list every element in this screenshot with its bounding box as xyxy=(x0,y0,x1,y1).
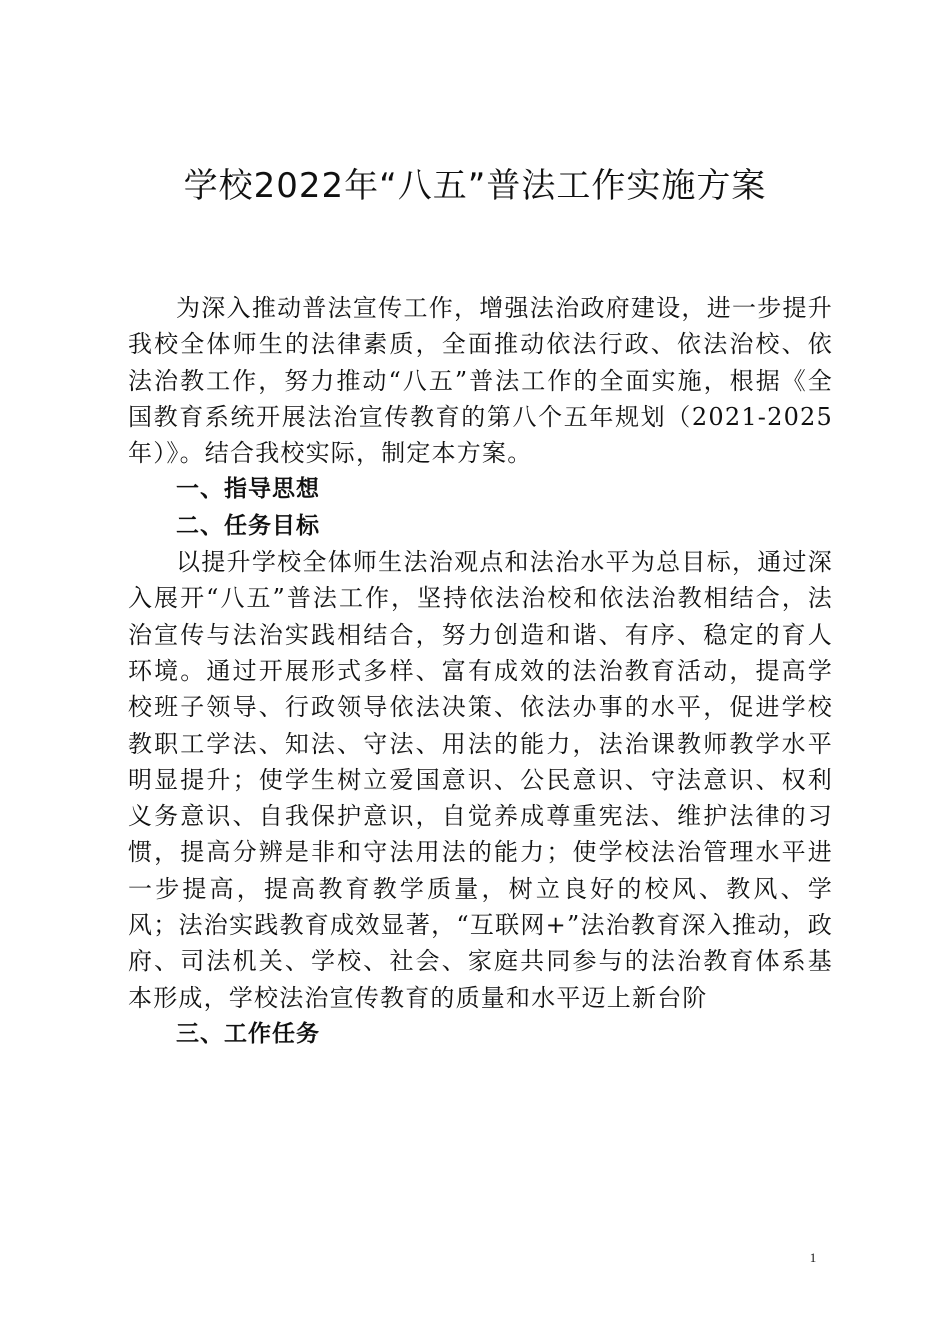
document-title: 学校2022年“八五”普法工作实施方案 xyxy=(183,166,767,206)
page-number: 1 xyxy=(809,1250,817,1265)
section-heading-guiding-ideology: 一、指导思想 xyxy=(176,476,320,503)
section-heading-task-goals: 二、任务目标 xyxy=(176,512,320,539)
document-body xyxy=(128,290,833,1052)
task-goals-paragraph: 以提升学校全体师生法治观点和法治水平为总目标，通过深入展开“八五”普法工作，坚持依法治校和依法治教相结合，法治宣传与法治实践相结合，努力创造和谐、有序、稳定的育人环境。通过开展形式多样、富有成效的法治教育活动，提高学校班子领导、行政领导依法决策、依法办事的水平，促进学校教职工学法、知法、守法、用法的能力，法治课教师教学水平明显提升；使学生树立爱国意识、公民意识、守法意识、权利义务意识、自我保护意识，自觉养成尊重宪法、维护法律的习惯，提高分辨是非和守法用法的能力；使学校法治管理水平进一步提高，提高教育教学质量，树立良好的校风、教风、学风；法治实践教育成效显著，“互联网+”法治教育深入推动，政府、司法机关、学校、社会、家庭共同参与的法治教育体系基本形成，学校法治宣传教育的质量和水平迈上新台阶 xyxy=(128,548,833,1012)
intro-paragraph: 为深入推动普法宣传工作，增强法治政府建设，进一步提升我校全体师生的法律素质，全面推动依法行政、依法治校、依法治教工作，努力推动“八五”普法工作的全面实施，根据《全国教育系统开展法治宣传教育的第八个五年规划（2021-2025年）》。结合我校实际，制定本方案。 xyxy=(128,294,833,468)
section-heading-work-tasks: 三、工作任务 xyxy=(176,1020,320,1047)
